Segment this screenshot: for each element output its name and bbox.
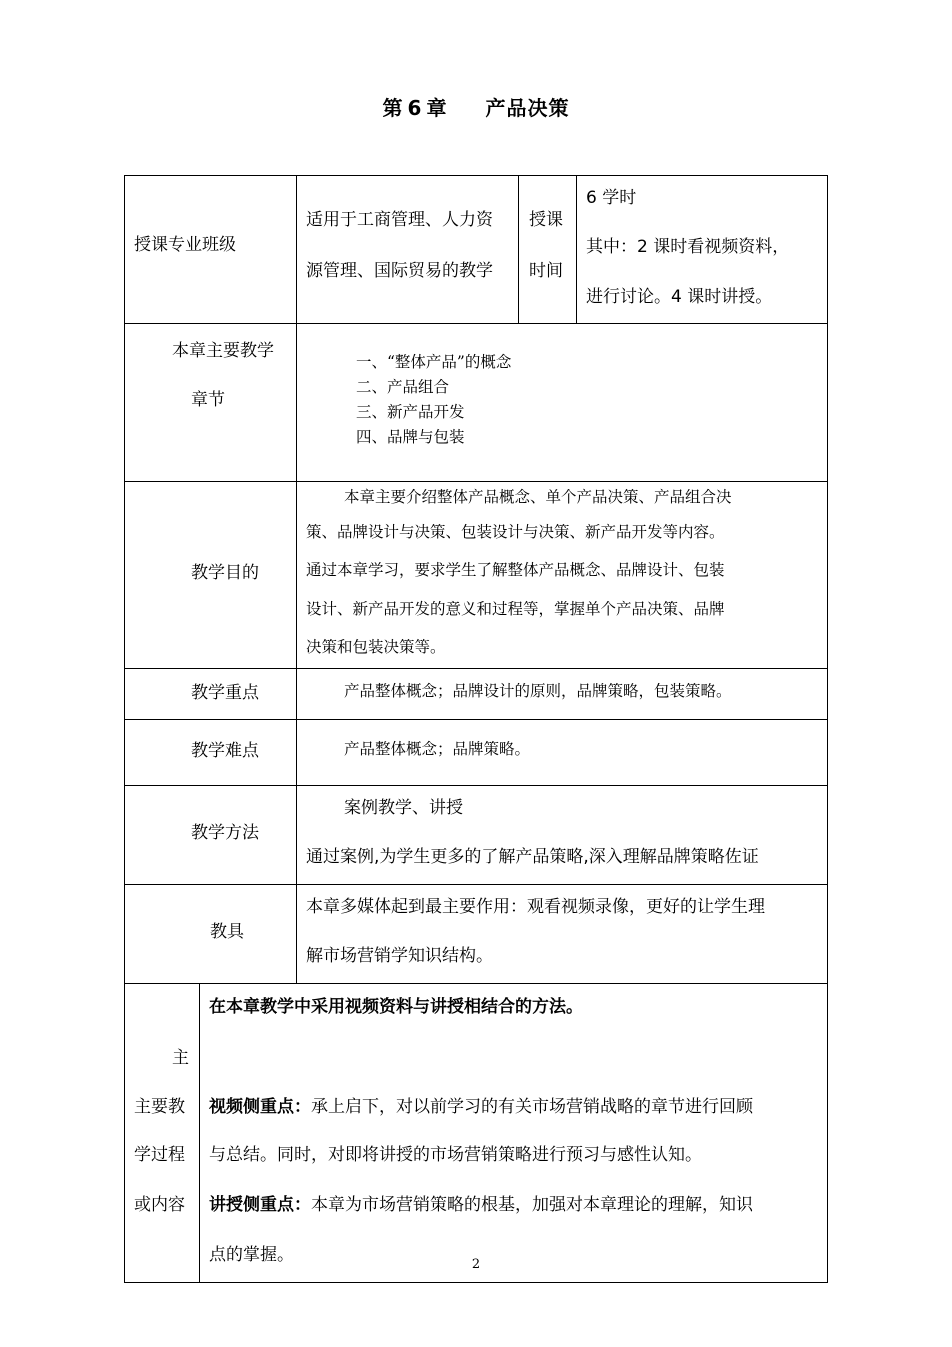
objectives-line: 本章主要介绍整体产品概念、单个产品决策、产品组合决	[344, 488, 732, 506]
audience-line-1: 适用于工商管理、人力资	[306, 210, 493, 230]
audience-line-2: 源管理、国际贸易的教学	[306, 261, 493, 281]
row-divider	[124, 668, 828, 669]
page-number: 2	[471, 1257, 481, 1272]
tools-line-2: 解市场营销学知识结构。	[306, 946, 493, 966]
chapter-prefix: 第	[382, 96, 404, 120]
col-divider	[576, 175, 577, 323]
time-label-2: 时间	[529, 261, 563, 281]
lecture-focus-line-2: 点的掌握。	[209, 1245, 294, 1265]
objectives-label: 教学目的	[191, 563, 259, 583]
lecture-focus-line-1	[209, 1190, 753, 1215]
process-label-3: 学过程	[134, 1145, 185, 1165]
key-points-label: 教学重点	[191, 683, 259, 703]
section-item: 四、品牌与包装	[356, 428, 465, 446]
objectives-line: 通过本章学习，要求学生了解整体产品概念、品牌设计、包装	[306, 561, 725, 579]
sections-label-2: 章节	[191, 390, 225, 410]
row-divider	[124, 785, 828, 786]
process-label-4: 或内容	[134, 1195, 185, 1215]
section-item: 三、新产品开发	[356, 403, 465, 421]
section-item: 二、产品组合	[356, 378, 450, 396]
methods-label: 教学方法	[191, 823, 259, 843]
difficulties-label: 教学难点	[191, 741, 259, 761]
objectives-line: 决策和包装决策等。	[306, 638, 446, 656]
section-item: 一、“整体产品”的概念	[356, 353, 512, 371]
chapter-name: 产品决策	[485, 96, 570, 120]
row-divider	[124, 983, 828, 984]
difficulties-text: 产品整体概念；品牌策略。	[344, 740, 531, 758]
hours-total: 6 学时	[586, 188, 637, 208]
process-intro: 在本章教学中采用视频资料与讲授相结合的方法。	[209, 997, 583, 1017]
col-divider	[296, 175, 297, 983]
lecture-focus-text: 本章为市场营销策略的根基，加强对本章理论的理解，知识	[311, 1195, 753, 1215]
sections-label-1: 本章主要教学	[172, 341, 274, 361]
hours-detail-1: 其中：2 课时看视频资料，	[586, 237, 790, 257]
page-title	[0, 92, 952, 121]
lecture-focus-heading: 讲授侧重点：	[209, 1195, 311, 1215]
row-divider	[124, 884, 828, 885]
row-divider	[124, 481, 828, 482]
process-label-1: 主	[172, 1048, 189, 1068]
key-points-text: 产品整体概念；品牌设计的原则，品牌策略，包装策略。	[344, 682, 732, 700]
video-focus-heading: 视频侧重点：	[209, 1097, 311, 1117]
col-divider	[518, 175, 519, 323]
objectives-line: 策、品牌设计与决策、包装设计与决策、新产品开发等内容。	[306, 523, 725, 541]
tools-label: 教具	[210, 922, 244, 942]
video-focus-line-1	[209, 1092, 753, 1117]
video-focus-text: 承上启下，对以前学习的有关市场营销战略的章节进行回顾	[311, 1097, 753, 1117]
chapter-suffix: 章	[426, 96, 448, 120]
time-label-1: 授课	[529, 210, 563, 230]
chapter-number: 6	[407, 96, 423, 120]
methods-line-1: 案例教学、讲授	[344, 798, 463, 818]
video-focus-line-2: 与总结。同时，对即将讲授的市场营销策略进行预习与感性认知。	[209, 1145, 702, 1165]
tools-line-1: 本章多媒体起到最主要作用：观看视频录像，更好的让学生理	[306, 897, 765, 917]
methods-line-2: 通过案例,为学生更多的了解产品策略,深入理解品牌策略佐证	[306, 847, 759, 867]
col-divider	[199, 983, 200, 1282]
row-divider	[124, 719, 828, 720]
objectives-line: 设计、新产品开发的意义和过程等，掌握单个产品决策、品牌	[306, 600, 725, 618]
row-divider	[124, 323, 828, 324]
process-label-2: 主要教	[134, 1097, 185, 1117]
hours-detail-2: 进行讨论。4 课时讲授。	[586, 287, 773, 307]
class-label: 授课专业班级	[134, 235, 236, 255]
